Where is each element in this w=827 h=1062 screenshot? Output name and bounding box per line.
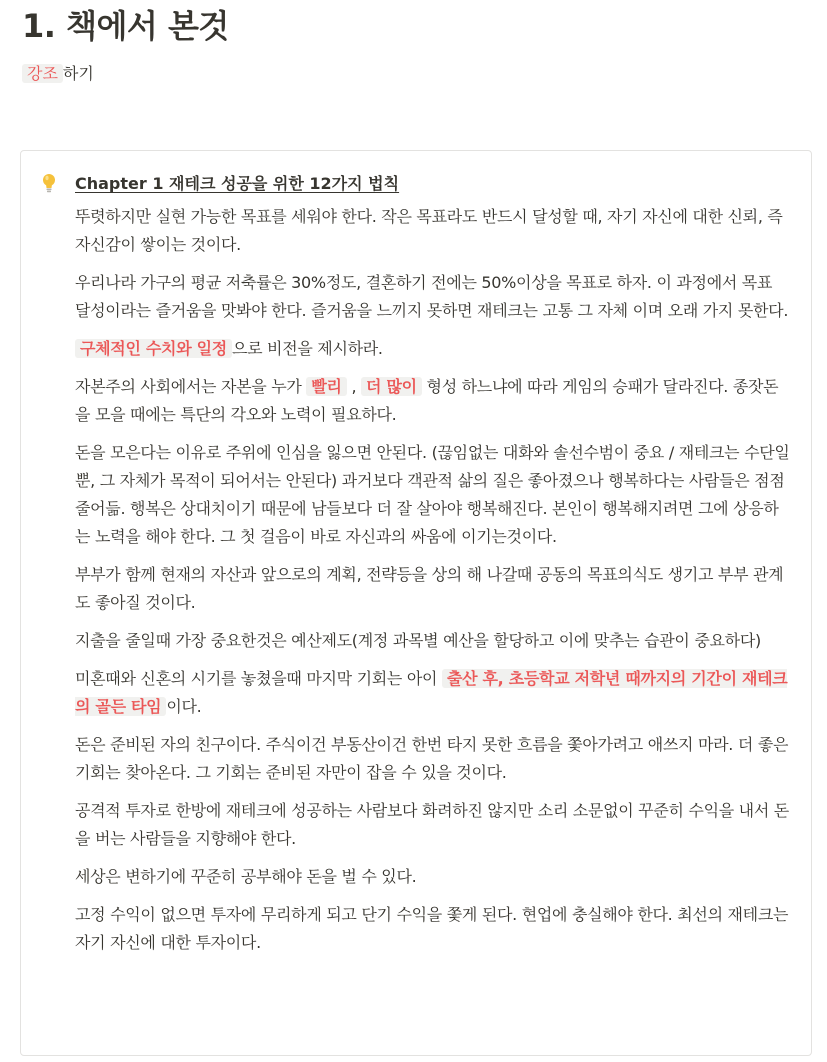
highlight-text: 구체적인 수치와 일정 bbox=[75, 339, 232, 358]
callout-paragraph[interactable]: 세상은 변하기에 꾸준히 공부해야 돈을 벌 수 있다. bbox=[75, 867, 417, 886]
callout-paragraph[interactable] bbox=[75, 373, 791, 429]
page-title[interactable]: 1. 책에서 본것 bbox=[22, 7, 229, 45]
paragraph-text: 자본주의 사회에서는 자본을 누가 bbox=[75, 377, 307, 396]
callout-title[interactable]: Chapter 1 재테크 성공을 위한 12가지 법칙 bbox=[75, 174, 400, 193]
callout-paragraph[interactable]: 뚜렷하지만 실현 가능한 목표를 세워야 한다. 작은 목표라도 반드시 달성할 때, 자기 자신에 대한 신뢰, 즉 자신감이 쌓이는 것이다. bbox=[75, 207, 783, 254]
highlight-text: 출산 후, 초등학교 저학년 때까지의 기간이 재테크의 골든 타임 bbox=[75, 669, 788, 716]
callout-paragraph[interactable]: 고정 수익이 없으면 투자에 무리하게 되고 단기 수익을 쫓게 된다. 현업에 충실해야 한다. 최선의 재테크는 자기 자신에 대한 투자이다. bbox=[75, 905, 789, 952]
paragraph-text: , bbox=[346, 377, 362, 396]
highlight-text: 더 많이 bbox=[361, 377, 422, 396]
callout-block[interactable] bbox=[20, 150, 812, 1056]
callout-paragraph[interactable]: 부부가 함께 현재의 자산과 앞으로의 계획, 전략등을 상의 해 나갈때 공동의 목표의식도 생기고 부부 관계도 좋아질 것이다. bbox=[75, 565, 784, 612]
emphasis-rest: 하기 bbox=[62, 64, 94, 83]
emphasis-highlight: 강조 bbox=[22, 64, 63, 83]
paragraph-text: 이다. bbox=[166, 697, 202, 716]
paragraph-text: 미혼때와 신혼의 시기를 놓쳤을때 마지막 기회는 아이 bbox=[75, 669, 442, 688]
callout-paragraph[interactable]: 공격적 투자로 한방에 재테크에 성공하는 사람보다 화려하진 않지만 소리 소문없이 꾸준히 수익을 내서 돈을 버는 사람들을 지향해야 한다. bbox=[75, 801, 789, 848]
callout-paragraph[interactable]: 지출을 줄일때 가장 중요한것은 예산제도(계정 과목별 예산을 할당하고 이에 맞추는 습관이 중요하다) bbox=[75, 631, 761, 650]
lightbulb-icon[interactable] bbox=[42, 173, 56, 193]
emphasis-line[interactable] bbox=[22, 62, 94, 86]
callout-paragraph[interactable] bbox=[75, 335, 791, 363]
callout-body bbox=[75, 203, 791, 967]
paragraph-text: 으로 비전을 제시하라. bbox=[231, 339, 383, 358]
paragraph-text: 형성 하느냐에 따라 게임의 승패가 달라진다. 종잣돈을 모을 때에는 특단의 각오와 노력이 필요하다. bbox=[75, 377, 779, 424]
callout-paragraph[interactable]: 돈을 모은다는 이유로 주위에 인심을 잃으면 안된다. (끊임없는 대화와 솔선수범이 중요 / 재테크는 수단일 뿐, 그 자체가 목적이 되어서는 안된다) 과거보다 객관적 삶의 질은 좋아졌으나 행복하다는 사람들은 점점 줄어듦. 행복은 상대치이기 때문에 남들보다 더 잘 살아야 행복해진다. 본인이 행복해지려면 그에 상응하는 노력을 해야 한다. 그 첫 걸음이 바로 자신과의 싸움에 이기는것이다. bbox=[75, 443, 790, 546]
callout-paragraph[interactable] bbox=[75, 665, 791, 721]
callout-paragraph[interactable]: 우리나라 가구의 평균 저축률은 30%정도, 결혼하기 전에는 50%이상을 목표로 하자. 이 과정에서 목표 달성이라는 즐거움을 맛봐야 한다. 즐거움을 느끼지 못하면 재테크는 고통 그 자체 이며 오래 가지 못한다. bbox=[75, 273, 789, 320]
callout-paragraph[interactable]: 돈은 준비된 자의 친구이다. 주식이건 부동산이건 한번 타지 못한 흐름을 쫓아가려고 애쓰지 마라. 더 좋은 기회는 찾아온다. 그 기회는 준비된 자만이 잡을 수 있을 것이다. bbox=[75, 735, 789, 782]
highlight-text: 빨리 bbox=[306, 377, 346, 396]
